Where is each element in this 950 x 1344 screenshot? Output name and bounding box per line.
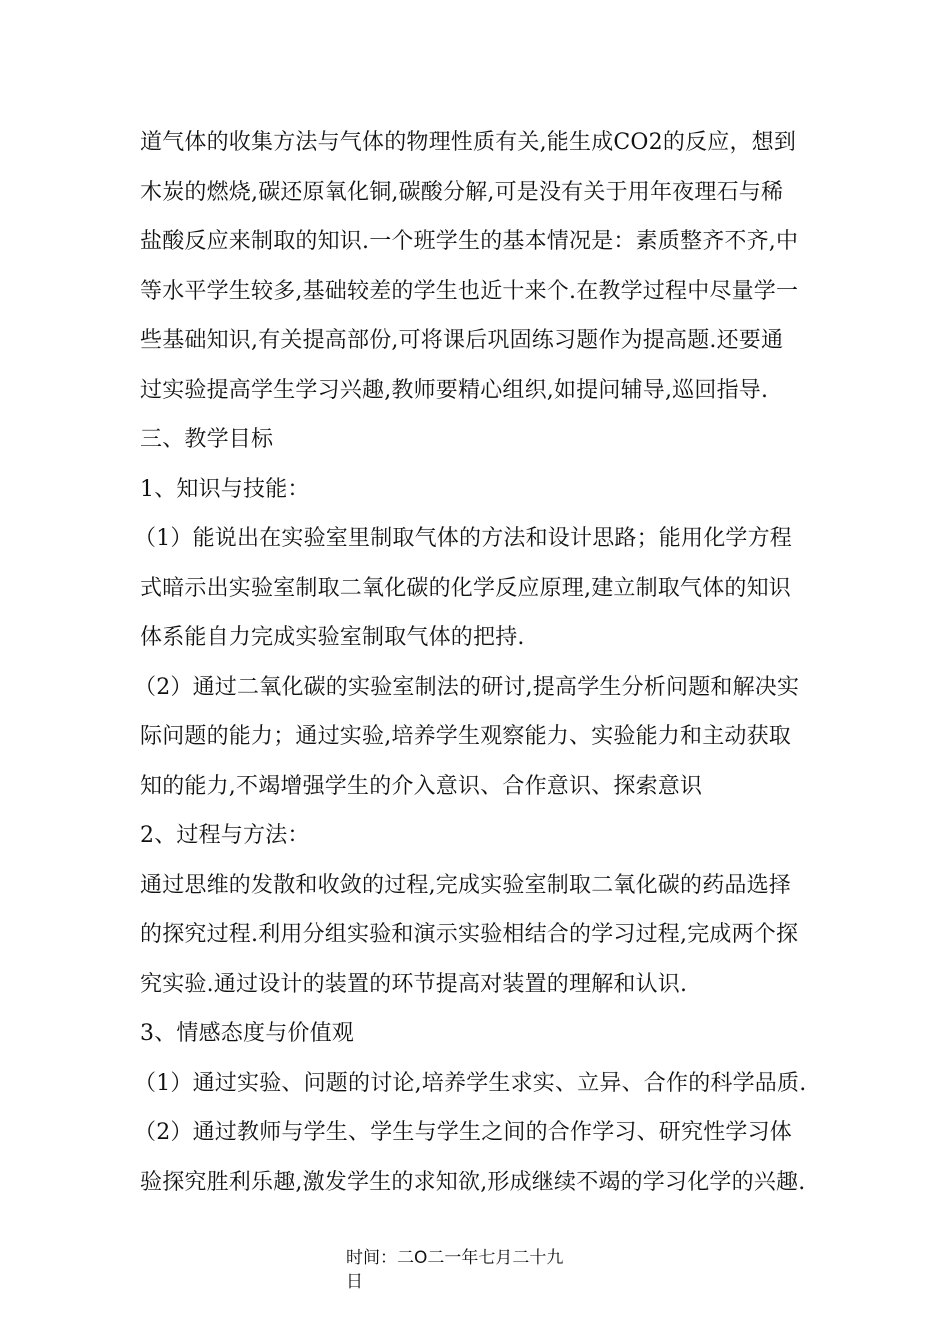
- section-heading: 三、教学目标: [140, 427, 274, 452]
- body-line: 究实验.通过设计的装置的环节提高对装置的理解和认识.: [140, 971, 688, 997]
- body-line: 等水平学生较多,基础较差的学生也近十来个.在教学过程中尽量学一: [140, 278, 799, 304]
- body-line: 知的能力,不竭增强学生的介入意识、合作意识、探索意识: [140, 773, 703, 799]
- body-line: （2）通过二氧化碳的实验室制法的研讨,提高学生分析问题和解决实: [134, 674, 800, 700]
- body-line: 些基础知识,有关提高部份,可将课后巩固练习题作为提高题.还要通: [140, 328, 784, 353]
- body-line: （1）能说出在实验室里制取气体的方法和设计思路；能用化学方程: [134, 526, 792, 551]
- footer-date-line: 日: [346, 1272, 363, 1292]
- subsection-heading: 3、情感态度与价值观: [140, 1021, 354, 1046]
- body-line: （2）通过教师与学生、学生与学生之间的合作学习、研究性学习体: [134, 1120, 792, 1145]
- body-line: 木炭的燃烧,碳还原氧化铜,碳酸分解,可是没有关于用年夜理石与稀: [140, 179, 784, 205]
- body-line: 际问题的能力；通过实验,培养学生观察能力、实验能力和主动获取: [140, 724, 791, 749]
- body-line: 通过思维的发散和收敛的过程,完成实验室制取二氧化碳的药品选择: [140, 872, 791, 898]
- footer-date: [346, 1246, 606, 1294]
- subsection-heading: 2、过程与方法：: [140, 823, 310, 848]
- body-line: 道气体的收集方法与气体的物理性质有关,能生成CO2的反应，想到: [140, 130, 797, 155]
- body-line: 体系能自力完成实验室制取气体的把持.: [140, 625, 525, 650]
- body-line: 的探究过程.利用分组实验和演示实验相结合的学习过程,完成两个探: [140, 922, 799, 947]
- subsection-heading: 1、知识与技能：: [140, 476, 310, 502]
- footer-date-line: 时间：二O二一年七月二十九: [346, 1248, 564, 1268]
- body-line: 盐酸反应来制取的知识.一个班学生的基本情况是：素质整齐不齐,中: [140, 229, 799, 254]
- body-line: 过实验提高学生学习兴趣,教师要精心组织,如提问辅导,巡回指导.: [140, 377, 769, 403]
- body-line: （1）通过实验、问题的讨论,培养学生求实、立异、合作的科学品质.: [134, 1070, 807, 1096]
- document-body: [134, 118, 830, 1207]
- body-line: 式暗示出实验室制取二氧化碳的化学反应原理,建立制取气体的知识: [140, 575, 791, 601]
- body-line: 验探究胜利乐趣,激发学生的求知欲,形成继续不竭的学习化学的兴趣.: [140, 1169, 806, 1195]
